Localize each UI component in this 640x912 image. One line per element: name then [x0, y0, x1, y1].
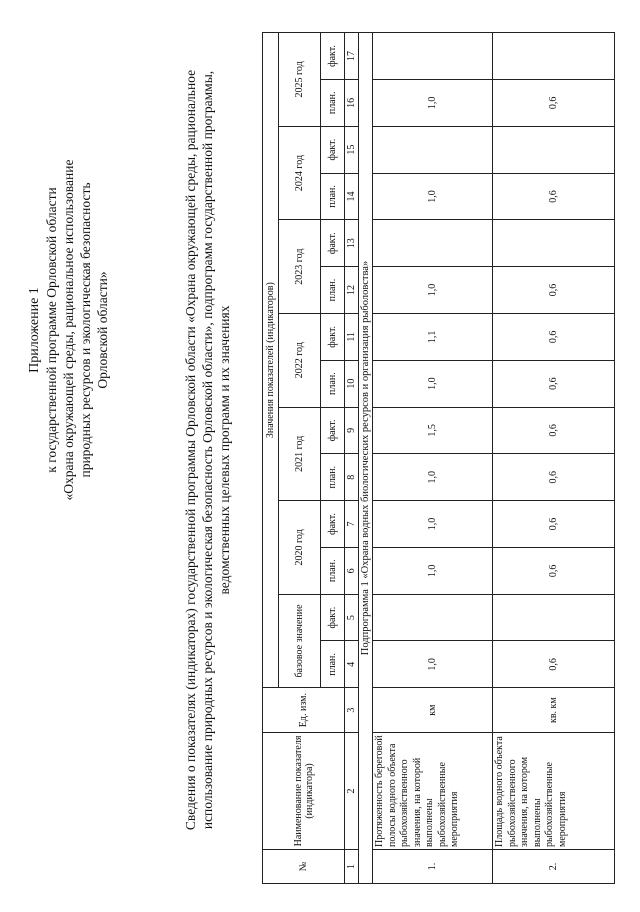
value-cell	[373, 594, 493, 641]
header-year-2024: 2024 год	[279, 126, 321, 220]
header-fact: факт.	[321, 594, 345, 641]
value-cell	[493, 33, 615, 80]
header-fact: факт.	[321, 33, 345, 80]
value-cell	[373, 220, 493, 267]
unit-cell: км	[373, 688, 493, 733]
header-year-2021: 2021 год	[279, 407, 321, 501]
column-number: 5	[345, 594, 359, 641]
header-fact: факт.	[321, 313, 345, 360]
column-number: 10	[345, 360, 359, 407]
value-cell: 1,0	[373, 641, 493, 688]
column-number: 8	[345, 454, 359, 501]
header-fact: факт.	[321, 501, 345, 548]
appendix-line: «Охрана окружающей среды, рациональное использование	[61, 159, 76, 501]
indicator-name: Протяженность береговой полосы водного объекта рыбохозяйственного значения, на которой выполнены рыбохозяйственные мероприятия	[373, 732, 493, 849]
title-line: Сведения о показателях (индикаторах) государственной программы Орловской области «Охрана окружающей среды, рациональное	[183, 69, 198, 831]
value-cell: 1,0	[373, 267, 493, 314]
value-cell: 0,6	[493, 360, 615, 407]
appendix-header	[26, 150, 111, 510]
value-cell	[493, 594, 615, 641]
value-cell	[373, 33, 493, 80]
header-unit: Ед. изм.	[263, 688, 345, 733]
header-year-2023: 2023 год	[279, 220, 321, 314]
appendix-line: Орловской области»	[95, 271, 110, 389]
value-cell: 0,6	[493, 267, 615, 314]
value-cell: 1,0	[373, 454, 493, 501]
header-base: базовое значение	[279, 594, 321, 688]
header-plan: план.	[321, 360, 345, 407]
header-plan: план.	[321, 454, 345, 501]
indicator-name: Площадь водного объекта рыбохозяйственного значения, на котором выполнены рыбохозяйственные мероприятия	[493, 732, 615, 849]
column-number: 6	[345, 547, 359, 594]
row-number: 2.	[493, 849, 615, 883]
value-cell: 1,1	[373, 313, 493, 360]
value-cell: 1,0	[373, 501, 493, 548]
subprogram-title: Подпрограмма 1 «Охрана водных биологических ресурсов и организация рыболовства»	[359, 33, 373, 884]
appendix-line: природных ресурсов и экологическая безопасность	[78, 182, 93, 478]
indicators-table	[262, 32, 615, 884]
column-number: 14	[345, 173, 359, 220]
column-number: 12	[345, 267, 359, 314]
header-plan: план.	[321, 79, 345, 126]
value-cell	[373, 126, 493, 173]
title-line: использование природных ресурсов и экологическая безопасность Орловской области», подпрограмм государственной программы,	[200, 70, 215, 830]
column-number: 7	[345, 501, 359, 548]
value-cell: 0,6	[493, 501, 615, 548]
value-cell	[493, 126, 615, 173]
value-cell: 0,6	[493, 79, 615, 126]
header-name: Наименование показателя (индикатора)	[263, 732, 345, 849]
header-year-2025: 2025 год	[279, 33, 321, 127]
header-plan: план.	[321, 547, 345, 594]
value-cell: 1,5	[373, 407, 493, 454]
column-number: 2	[345, 732, 359, 849]
appendix-line: к государственной программе Орловской области	[44, 187, 59, 473]
table-row	[373, 33, 493, 884]
header-plan: план.	[321, 173, 345, 220]
row-number: 1.	[373, 849, 493, 883]
value-cell: 0,6	[493, 641, 615, 688]
header-plan: план.	[321, 267, 345, 314]
header-year-2022: 2022 год	[279, 313, 321, 407]
header-fact: факт.	[321, 220, 345, 267]
value-cell: 0,6	[493, 313, 615, 360]
value-cell: 1,0	[373, 79, 493, 126]
header-fact: факт.	[321, 407, 345, 454]
value-cell: 0,6	[493, 454, 615, 501]
column-number: 16	[345, 79, 359, 126]
document-title	[182, 40, 233, 860]
column-number: 13	[345, 220, 359, 267]
appendix-title: Приложение 1	[27, 287, 42, 373]
header-num: №	[263, 849, 345, 883]
value-cell: 0,6	[493, 407, 615, 454]
column-number: 3	[345, 688, 359, 733]
value-cell: 1,0	[373, 173, 493, 220]
value-cell: 0,6	[493, 173, 615, 220]
table-row	[493, 33, 615, 884]
value-cell	[493, 220, 615, 267]
column-number: 1	[345, 849, 359, 883]
column-number: 17	[345, 33, 359, 80]
title-line: ведомственных целевых программ и их значениях	[217, 305, 232, 595]
column-number: 9	[345, 407, 359, 454]
header-plan: план.	[321, 641, 345, 688]
header-values-group: Значения показателей (индикаторов)	[263, 33, 279, 688]
column-number: 4	[345, 641, 359, 688]
header-year-2020: 2020 год	[279, 501, 321, 595]
header-fact: факт.	[321, 126, 345, 173]
value-cell: 1,0	[373, 547, 493, 594]
column-number: 15	[345, 126, 359, 173]
unit-cell: кв. км	[493, 688, 615, 733]
value-cell: 1,0	[373, 360, 493, 407]
value-cell: 0,6	[493, 547, 615, 594]
column-number: 11	[345, 313, 359, 360]
